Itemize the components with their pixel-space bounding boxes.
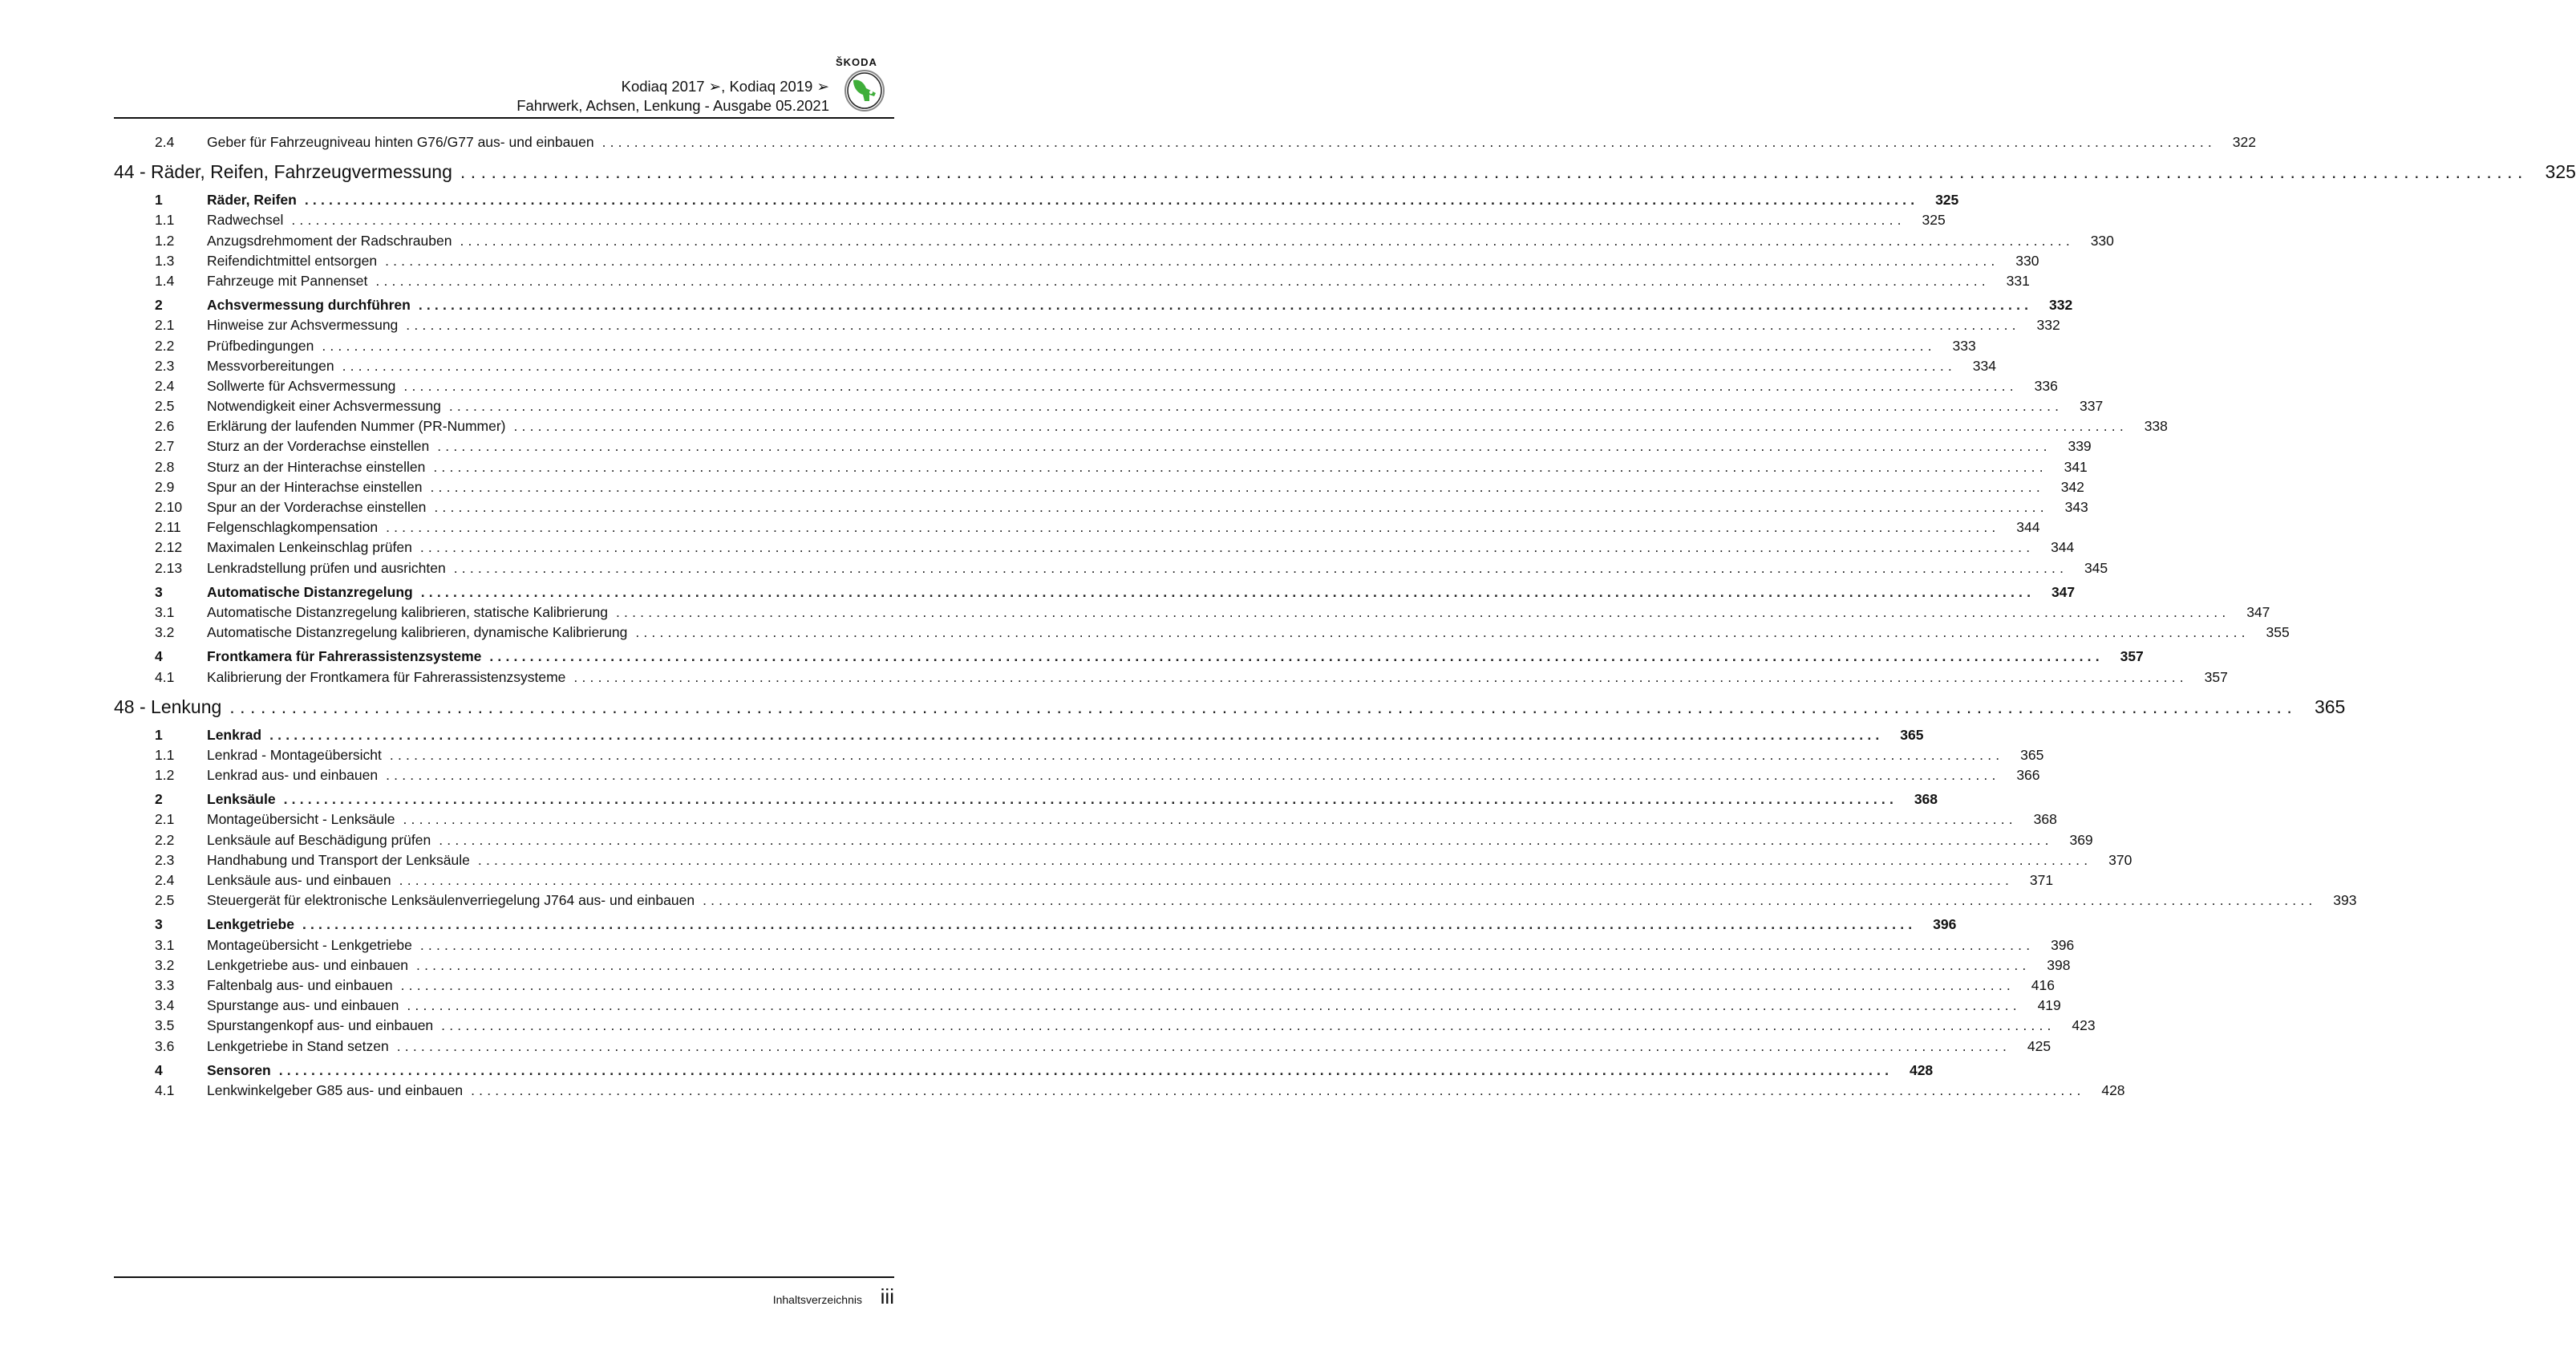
entry-page: 370 xyxy=(2108,851,2132,868)
dot-leader: ........................................................................................................................................................................................................ xyxy=(439,831,2053,848)
entry-number: 1.3 xyxy=(155,252,175,269)
entry-page: 425 xyxy=(2027,1037,2051,1054)
toc-section[interactable] xyxy=(114,648,2144,668)
toc-entry[interactable] xyxy=(114,272,2030,293)
toc-entry[interactable] xyxy=(114,668,2228,689)
toc-entry[interactable] xyxy=(114,976,2055,997)
toc-entry[interactable] xyxy=(114,811,2057,831)
entry-number: 3.6 xyxy=(155,1037,175,1054)
entry-title: Automatische Distanzregelung kalibrieren, dynamische Kalibrierung xyxy=(207,624,628,641)
dot-leader: ........................................................................................................................................................................................................ xyxy=(418,297,2033,314)
entry-page: 366 xyxy=(2016,767,2040,784)
toc-entry[interactable] xyxy=(114,458,2088,479)
toc-entry[interactable] xyxy=(114,1037,2051,1058)
entry-number: 4.1 xyxy=(155,1081,175,1098)
entry-number: 2.5 xyxy=(155,892,175,909)
entry-page: 344 xyxy=(2016,519,2040,536)
entry-page: 428 xyxy=(2101,1081,2125,1098)
entry-title: Sturz an der Vorderachse einstellen xyxy=(207,438,430,455)
entry-page: 357 xyxy=(2120,648,2144,665)
footer-page-number: iii xyxy=(880,1284,894,1308)
entry-number: 2.9 xyxy=(155,478,175,495)
dot-leader: ........................................................................................................................................................................................................ xyxy=(615,603,2230,620)
toc-entry[interactable] xyxy=(114,232,2114,253)
entry-page: 339 xyxy=(2068,438,2092,455)
dot-leader: ........................................................................................................................................................................................................ xyxy=(573,668,2188,685)
entry-number: 3.5 xyxy=(155,1017,175,1034)
toc-entry[interactable] xyxy=(114,851,2132,872)
toc-section[interactable] xyxy=(114,583,2076,604)
dot-leader: ........................................................................................................................................................................................................ xyxy=(283,791,1898,808)
brand-wordmark: ŠKODA xyxy=(836,56,877,68)
entry-number: 3 xyxy=(155,583,163,600)
entry-title: Spur an der Vorderachse einstellen xyxy=(207,499,427,515)
dot-leader: ........................................................................................................................................................................................................ xyxy=(635,624,2250,641)
entry-page: 396 xyxy=(2051,936,2075,953)
entry-number: 4 xyxy=(155,1061,163,1078)
dot-leader: ........................................................................................................................................................................................................ xyxy=(453,559,2068,576)
entry-page: 342 xyxy=(2060,478,2084,495)
entry-title: Hinweise zur Achsvermessung xyxy=(207,317,399,334)
entry-title: Sturz an der Hinterachse einstellen xyxy=(207,458,426,475)
toc-entry[interactable] xyxy=(114,357,1996,378)
entry-number: 3.3 xyxy=(155,976,175,993)
dot-leader: ........................................................................................................................................................................................................ xyxy=(430,478,2044,495)
entry-title: Messvorbereitungen xyxy=(207,357,334,374)
dot-leader: ........................................................................................................................................................................................................ xyxy=(229,696,2298,717)
entry-title: Automatische Distanzregelung kalibrieren, statische Kalibrierung xyxy=(207,603,608,620)
entry-page: 347 xyxy=(2051,583,2076,600)
entry-title: Maximalen Lenkeinschlag prüfen xyxy=(207,539,412,556)
entry-number: 3.1 xyxy=(155,603,175,620)
skoda-logo-icon xyxy=(844,69,885,112)
entry-page: 345 xyxy=(2084,559,2108,576)
entry-page: 368 xyxy=(1914,791,1938,808)
toc-entry[interactable] xyxy=(114,212,1946,232)
entry-title: Frontkamera für Fahrerassistenzsysteme xyxy=(207,648,482,665)
entry-page: 325 xyxy=(1922,212,1946,229)
entry-page: 416 xyxy=(2031,976,2055,993)
entry-page: 341 xyxy=(2064,458,2088,475)
entry-number: 4.1 xyxy=(155,668,175,685)
dot-leader: ........................................................................................................................................................................................................ xyxy=(304,192,1919,209)
toc-chapter[interactable] xyxy=(114,161,2576,188)
dot-leader: ........................................................................................................................................................................................................ xyxy=(416,956,2031,973)
entry-page: 365 xyxy=(2020,746,2044,763)
entry-page: 331 xyxy=(2006,272,2030,289)
entry-number: 1 xyxy=(155,192,163,209)
entry-page: 368 xyxy=(2033,811,2057,828)
dot-leader: ........................................................................................................................................................................................................ xyxy=(433,458,2047,475)
entry-page: 337 xyxy=(2080,398,2104,415)
dot-leader: ........................................................................................................................................................................................................ xyxy=(420,583,2035,600)
toc-section[interactable] xyxy=(114,791,1938,811)
dot-leader: ........................................................................................................................................................................................................ xyxy=(437,438,2051,455)
entry-title: Lenkrad aus- und einbauen xyxy=(207,767,379,784)
entry-title: Spur an der Hinterachse einstellen xyxy=(207,478,423,495)
entry-number: 2 xyxy=(155,791,163,808)
entry-title: Spurstangenkopf aus- und einbauen xyxy=(207,1017,434,1034)
entry-title: Achsvermessung durchführen xyxy=(207,297,411,314)
toc-entry[interactable] xyxy=(114,539,2075,559)
entry-number: 2.8 xyxy=(155,458,175,475)
toc-entry[interactable] xyxy=(114,134,2256,154)
entry-page: 322 xyxy=(2232,134,2256,150)
entry-number: 2.1 xyxy=(155,317,175,334)
entry-page: 398 xyxy=(2047,956,2071,973)
entry-number: 2.10 xyxy=(155,499,183,515)
dot-leader: ........................................................................................................................................................................................................ xyxy=(513,418,2128,435)
toc-section[interactable] xyxy=(114,916,1957,936)
toc-chapter[interactable] xyxy=(114,696,2346,723)
entry-title: Spurstange aus- und einbauen xyxy=(207,997,399,1014)
entry-page: 365 xyxy=(2314,696,2346,717)
toc-entry[interactable] xyxy=(114,936,2075,957)
entry-page: 332 xyxy=(2036,317,2060,334)
entry-title: Sollwerte für Achsvermessung xyxy=(207,377,396,394)
entry-title: 44 - Räder, Reifen, Fahrzeugvermessung xyxy=(114,161,452,183)
toc-entry[interactable] xyxy=(114,767,2040,787)
dot-leader: ........................................................................................................................................................................................................ xyxy=(342,357,1956,374)
entry-title: Geber für Fahrzeugniveau hinten G76/G77 aus- und einbauen xyxy=(207,134,594,150)
entry-title: Lenkwinkelgeber G85 aus- und einbauen xyxy=(207,1081,464,1098)
toc-entry[interactable] xyxy=(114,603,2270,624)
dot-leader: ........................................................................................................................................................................................................ xyxy=(489,648,2104,665)
entry-title: Notwendigkeit einer Achsvermessung xyxy=(207,398,441,415)
dot-leader: ........................................................................................................................................................................................................ xyxy=(460,161,2528,183)
entry-page: 343 xyxy=(2064,499,2088,515)
header-divider xyxy=(114,117,894,119)
entry-number: 1.1 xyxy=(155,212,175,229)
entry-title: Lenkgetriebe xyxy=(207,916,294,933)
dot-leader: ........................................................................................................................................................................................................ xyxy=(399,872,2014,888)
dot-leader: ........................................................................................................................................................................................................ xyxy=(419,539,2035,556)
toc-entry[interactable] xyxy=(114,746,2044,767)
entry-number: 2.4 xyxy=(155,872,175,888)
entry-title: Radwechsel xyxy=(207,212,284,229)
dot-leader: ........................................................................................................................................................................................................ xyxy=(386,767,2000,784)
entry-title: Montageübersicht - Lenkgetriebe xyxy=(207,936,412,953)
entry-title: Erklärung der laufenden Nummer (PR-Nummer) xyxy=(207,418,506,435)
entry-title: Kalibrierung der Frontkamera für Fahrerassistenzsysteme xyxy=(207,668,566,685)
toc-entry[interactable] xyxy=(114,499,2088,519)
entry-number: 3.4 xyxy=(155,997,175,1014)
dot-leader: ........................................................................................................................................................................................................ xyxy=(278,1061,1894,1078)
entry-number: 3 xyxy=(155,916,163,933)
entry-title: Felgenschlagkompensation xyxy=(207,519,379,536)
toc-entry[interactable] xyxy=(114,377,2058,398)
entry-number: 1.1 xyxy=(155,746,175,763)
dot-leader: ........................................................................................................................................................................................................ xyxy=(403,811,2017,828)
entry-number: 2.13 xyxy=(155,559,183,576)
table-of-contents xyxy=(114,134,2576,1102)
entry-page: 334 xyxy=(1972,357,1996,374)
entry-title: 48 - Lenkung xyxy=(114,696,222,717)
entry-page: 325 xyxy=(1935,192,1959,209)
dot-leader: ........................................................................................................................................................................................................ xyxy=(407,997,2021,1014)
entry-page: 357 xyxy=(2204,668,2228,685)
entry-page: 419 xyxy=(2037,997,2061,1014)
dot-leader: ........................................................................................................................................................................................................ xyxy=(269,726,1884,743)
entry-title: Lenksäule auf Beschädigung prüfen xyxy=(207,831,431,848)
entry-number: 4 xyxy=(155,648,163,665)
footer-section: Inhaltsverzeichnis xyxy=(772,1293,862,1306)
entry-title: Automatische Distanzregelung xyxy=(207,583,413,600)
dot-leader: ........................................................................................................................................................................................................ xyxy=(434,499,2048,515)
entry-number: 1 xyxy=(155,726,163,743)
toc-entry[interactable] xyxy=(114,1081,2125,1102)
toc-entry[interactable] xyxy=(114,478,2084,499)
entry-number: 2 xyxy=(155,297,163,314)
entry-number: 2.4 xyxy=(155,134,175,150)
entry-title: Handhabung und Transport der Lenksäule xyxy=(207,851,470,868)
dot-leader: ........................................................................................................................................................................................................ xyxy=(406,317,2020,334)
entry-page: 423 xyxy=(2072,1017,2096,1034)
toc-entry[interactable] xyxy=(114,438,2092,458)
toc-section[interactable] xyxy=(114,297,2073,317)
dot-leader: ........................................................................................................................................................................................................ xyxy=(389,746,2004,763)
entry-number: 2.12 xyxy=(155,539,183,556)
toc-entry[interactable] xyxy=(114,892,2357,912)
entry-number: 2.7 xyxy=(155,438,175,455)
toc-entry[interactable] xyxy=(114,418,2168,438)
toc-entry[interactable] xyxy=(114,252,2039,273)
entry-title: Fahrzeuge mit Pannenset xyxy=(207,272,368,289)
entry-page: 371 xyxy=(2029,872,2054,888)
dot-leader: ........................................................................................................................................................................................................ xyxy=(375,272,1990,289)
entry-page: 325 xyxy=(2545,161,2576,183)
entry-title: Reifendichtmittel entsorgen xyxy=(207,252,378,269)
dot-leader: ........................................................................................................................................................................................................ xyxy=(419,936,2035,953)
entry-title: Faltenbalg aus- und einbauen xyxy=(207,976,393,993)
entry-number: 2.1 xyxy=(155,811,175,828)
toc-entry[interactable] xyxy=(114,624,2290,644)
dot-leader: ........................................................................................................................................................................................................ xyxy=(460,232,2074,249)
entry-page: 365 xyxy=(1900,726,1924,743)
dot-leader: ........................................................................................................................................................................................................ xyxy=(477,851,2092,868)
toc-entry[interactable] xyxy=(114,519,2040,539)
entry-page: 396 xyxy=(1933,916,1957,933)
dot-leader: ........................................................................................................................................................................................................ xyxy=(403,377,2018,394)
entry-number: 2.2 xyxy=(155,337,175,354)
entry-title: Lenkradstellung prüfen und ausrichten xyxy=(207,559,446,576)
entry-page: 344 xyxy=(2051,539,2075,556)
entry-title: Sensoren xyxy=(207,1061,271,1078)
entry-number: 2.6 xyxy=(155,418,175,435)
header-subtitle: Fahrwerk, Achsen, Lenkung - Ausgabe 05.2021 xyxy=(516,97,829,114)
entry-title: Steuergerät für elektronische Lenksäulenverriegelung J764 aus- und einbauen xyxy=(207,892,695,909)
dot-leader: ........................................................................................................................................................................................................ xyxy=(385,252,1999,269)
entry-number: 2.5 xyxy=(155,398,175,415)
dot-leader: ........................................................................................................................................................................................................ xyxy=(471,1081,2085,1098)
entry-number: 1.2 xyxy=(155,232,175,249)
entry-page: 338 xyxy=(2144,418,2168,435)
entry-number: 2.4 xyxy=(155,377,175,394)
entry-page: 332 xyxy=(2049,297,2073,314)
entry-page: 347 xyxy=(2246,603,2270,620)
entry-page: 336 xyxy=(2034,377,2058,394)
toc-entry[interactable] xyxy=(114,317,2060,337)
entry-number: 2.3 xyxy=(155,357,175,374)
toc-entry[interactable] xyxy=(114,831,2093,852)
toc-entry[interactable] xyxy=(114,398,2104,418)
entry-title: Montageübersicht - Lenksäule xyxy=(207,811,395,828)
dot-leader: ........................................................................................................................................................................................................ xyxy=(400,976,2015,993)
dot-leader: ........................................................................................................................................................................................................ xyxy=(386,519,2000,536)
entry-title: Lenksäule xyxy=(207,791,276,808)
footer-divider xyxy=(114,1276,894,1278)
toc-section[interactable] xyxy=(114,726,1924,747)
entry-page: 330 xyxy=(2015,252,2039,269)
entry-number: 1.4 xyxy=(155,272,175,289)
dot-leader: ........................................................................................................................................................................................................ xyxy=(441,1017,2056,1034)
header-model: Kodiaq 2017 ➢, Kodiaq 2019 ➢ xyxy=(621,78,829,95)
dot-leader: ........................................................................................................................................................................................................ xyxy=(291,212,1906,229)
entry-number: 2.3 xyxy=(155,851,175,868)
entry-page: 369 xyxy=(2069,831,2093,848)
dot-leader: ........................................................................................................................................................................................................ xyxy=(302,916,1917,933)
entry-title: Lenkgetriebe aus- und einbauen xyxy=(207,956,409,973)
entry-number: 3.1 xyxy=(155,936,175,953)
entry-title: Lenkrad - Montageübersicht xyxy=(207,746,382,763)
toc-entry[interactable] xyxy=(114,337,1976,358)
entry-page: 330 xyxy=(2090,232,2114,249)
dot-leader: ........................................................................................................................................................................................................ xyxy=(322,337,1936,354)
entry-page: 355 xyxy=(2266,624,2290,641)
toc-section[interactable] xyxy=(114,192,1959,212)
dot-leader: ........................................................................................................................................................................................................ xyxy=(703,892,2317,909)
entry-title: Lenksäule aus- und einbauen xyxy=(207,872,391,888)
entry-page: 393 xyxy=(2333,892,2357,909)
entry-title: Anzugsdrehmoment der Radschrauben xyxy=(207,232,452,249)
toc-section[interactable] xyxy=(114,1061,1934,1082)
entry-number: 2.2 xyxy=(155,831,175,848)
entry-number: 3.2 xyxy=(155,956,175,973)
dot-leader: ........................................................................................................................................................................................................ xyxy=(448,398,2064,415)
toc-entry[interactable] xyxy=(114,956,2071,977)
entry-title: Lenkgetriebe in Stand setzen xyxy=(207,1037,389,1054)
entry-page: 428 xyxy=(1909,1061,1934,1078)
entry-title: Räder, Reifen xyxy=(207,192,297,209)
dot-leader: ........................................................................................................................................................................................................ xyxy=(601,134,2216,150)
entry-page: 333 xyxy=(1952,337,1976,354)
entry-title: Prüfbedingungen xyxy=(207,337,314,354)
entry-number: 1.2 xyxy=(155,767,175,784)
entry-number: 3.2 xyxy=(155,624,175,641)
toc-entry[interactable] xyxy=(114,872,2054,892)
dot-leader: ........................................................................................................................................................................................................ xyxy=(396,1037,2011,1054)
toc-entry[interactable] xyxy=(114,559,2108,580)
toc-entry[interactable] xyxy=(114,997,2061,1017)
entry-number: 2.11 xyxy=(155,519,181,536)
toc-entry[interactable] xyxy=(114,1017,2096,1037)
entry-title: Lenkrad xyxy=(207,726,262,743)
